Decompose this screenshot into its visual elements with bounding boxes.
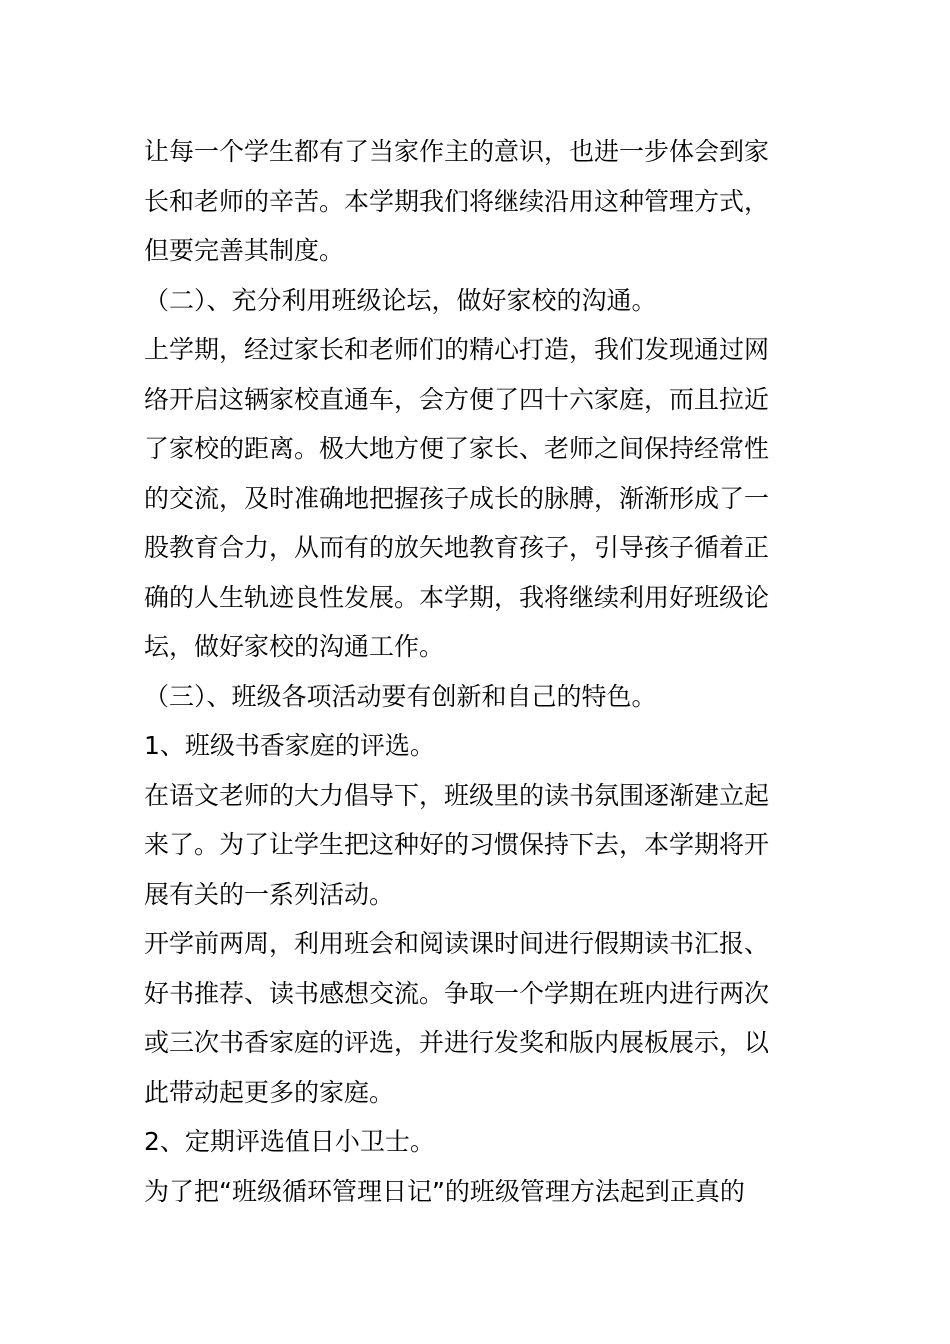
text-line: 的交流，及时准确地把握孩子成长的脉膊，渐渐形成了一 xyxy=(144,484,770,513)
subsection-heading: 2、定期评选值日小卫士。 xyxy=(144,1127,435,1156)
text-line: 好书推荐、读书感想交流。争取一个学期在班内进行两次 xyxy=(144,979,770,1008)
text-line: 展有关的一系列活动。 xyxy=(144,880,395,909)
section-heading: （三）、班级各项活动要有创新和自己的特色。 xyxy=(144,682,657,711)
text-line: 坛，做好家校的沟通工作。 xyxy=(144,632,445,661)
text-line: 为了把“班级循环管理日记”的班级管理方法起到正真的 xyxy=(144,1177,745,1206)
text-line: 长和老师的辛苦。本学期我们将继续沿用这种管理方式， xyxy=(144,187,770,216)
text-line: 或三次书香家庭的评选，并进行发奖和版内展板展示，以 xyxy=(144,1028,770,1057)
text-line: 但要完善其制度。 xyxy=(144,236,345,265)
text-line: 在语文老师的大力倡导下，班级里的读书氛围逐渐建立起 xyxy=(144,781,770,810)
text-line: 此带动起更多的家庭。 xyxy=(144,1078,395,1107)
section-heading: （二）、充分利用班级论坛，做好家校的沟通。 xyxy=(144,286,657,315)
text-line: 开学前两周，利用班会和阅读课时间进行假期读书汇报、 xyxy=(144,929,770,958)
text-line: 确的人生轨迹良性发展。本学期，我将继续利用好班级论 xyxy=(144,583,770,612)
text-line: 上学期，经过家长和老师们的精心打造，我们发现通过网 xyxy=(144,335,770,364)
text-line: 络开启这辆家校直通车，会方便了四十六家庭，而且拉近 xyxy=(144,385,770,414)
text-line: 来了。为了让学生把这种好的习惯保持下去，本学期将开 xyxy=(144,830,770,859)
text-line: 了家校的距离。极大地方便了家长、老师之间保持经常性 xyxy=(144,434,770,463)
text-line: 股教育合力，从而有的放矢地教育孩子，引导孩子循着正 xyxy=(144,533,770,562)
subsection-heading: 1、班级书香家庭的评选。 xyxy=(144,731,435,760)
text-line: 让每一个学生都有了当家作主的意识，也进一步体会到家 xyxy=(144,137,770,166)
